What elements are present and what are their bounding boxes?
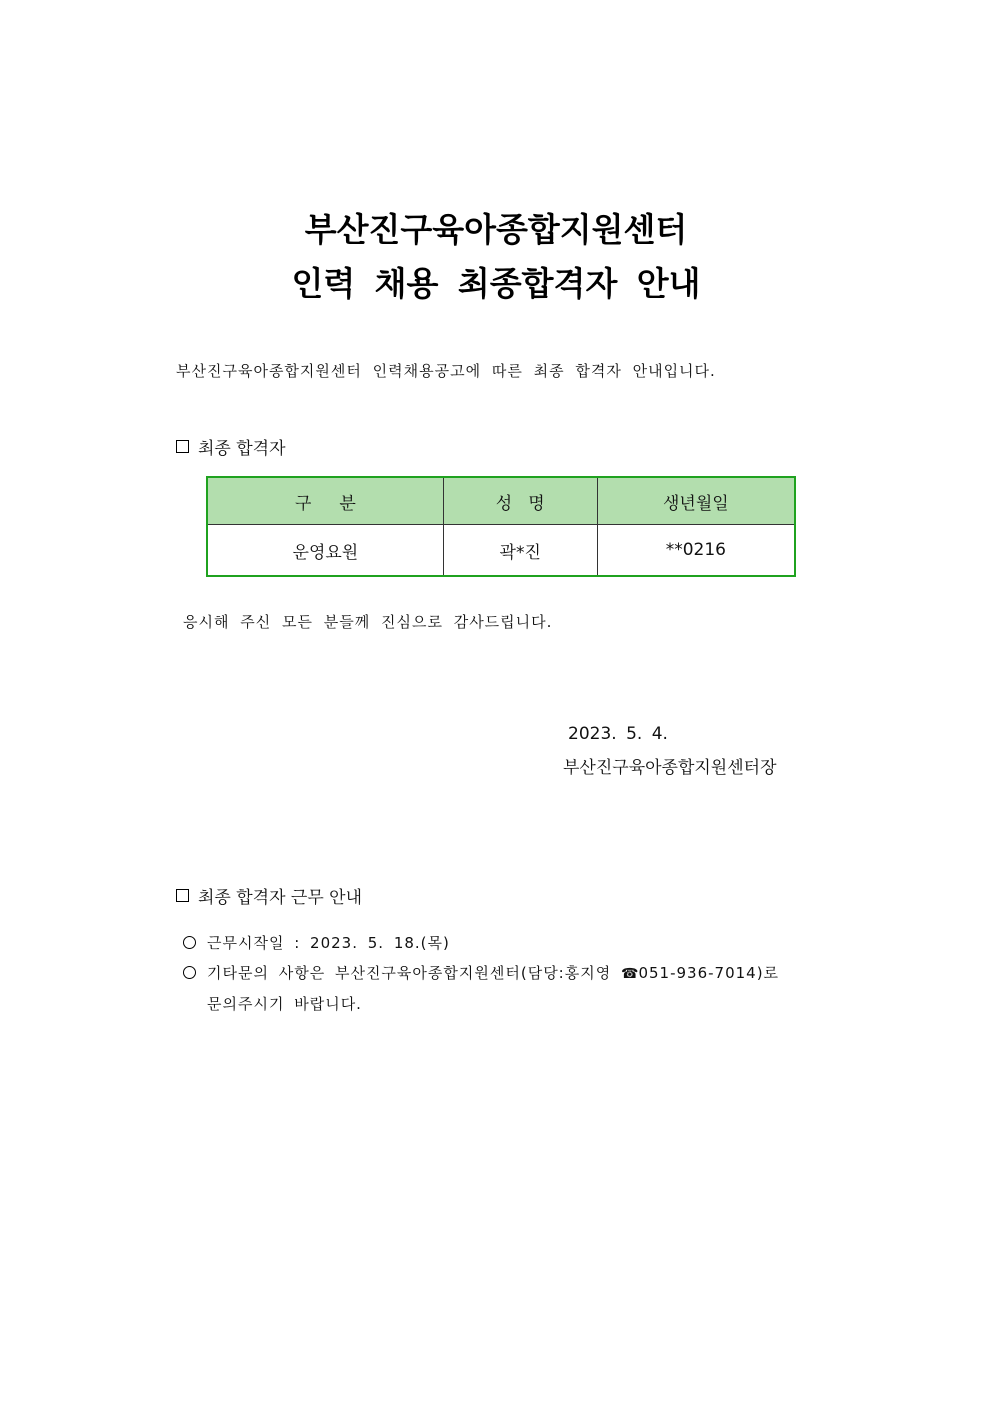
start-date-text: 근무시작일 : 2023. 5. 18.(목) [207,934,450,952]
results-section-heading [176,434,286,459]
intro-paragraph: 부산진구육아종합지원센터 인력채용공고에 따른 최종 합격자 안내입니다. [176,362,716,380]
work-notice-list [183,928,779,1019]
work-notice-heading [176,883,362,908]
cell-name: 곽*진 [443,525,597,577]
title-line-2: 인력 채용 최종합격자 안내 [291,264,701,303]
thanks-paragraph: 응시해 주신 모든 분들께 진심으로 감사드립니다. [183,613,553,631]
square-bullet-icon [176,440,189,453]
inquiry-text-block [207,958,779,1019]
circle-bullet-icon [183,936,196,949]
column-header-name: 성명 [443,477,597,525]
square-bullet-icon [176,889,189,902]
title-line-1: 부산진구육아종합지원센터 [304,210,688,249]
circle-bullet-icon [183,966,196,979]
list-item [183,958,779,1019]
inquiry-line-2: 문의주시기 바랍니다. [207,995,362,1013]
table-header-row [207,477,795,525]
issue-date: 2023. 5. 4. [568,724,668,744]
telephone-icon: ☎ [620,966,639,982]
results-heading-text: 최종 합격자 [198,439,286,459]
column-header-birthdate: 생년월일 [597,477,795,525]
cell-birthdate: **0216 [597,525,795,577]
signer-title: 부산진구육아종합지원센터장 [563,758,777,778]
phone-number: 051-936-7014)로 [638,964,780,982]
list-item [183,928,779,958]
document-title [0,203,992,311]
cell-category: 운영요원 [207,525,443,577]
inquiry-line-1: 기타문의 사항은 부산진구육아종합지원센터(담당:홍지영 ☎051-936-7014)로 [207,964,780,982]
work-notice-heading-text: 최종 합격자 근무 안내 [198,888,363,908]
results-table [206,476,796,577]
table-row [207,525,795,577]
column-header-category: 구분 [207,477,443,525]
